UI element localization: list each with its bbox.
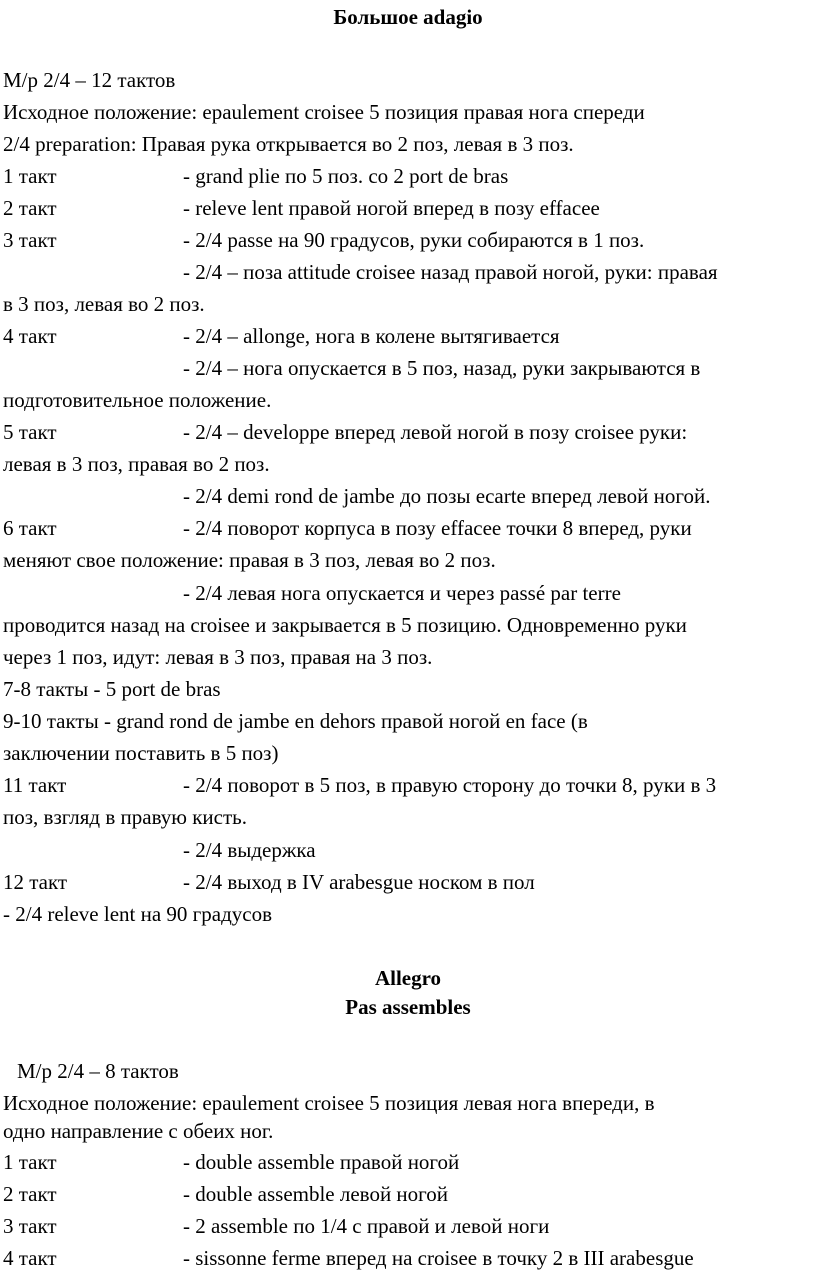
section-subtitle: Pas assembles bbox=[345, 995, 471, 1019]
bar-text-continuation: поз, взгляд в правую кисть. bbox=[3, 805, 247, 829]
bars-7-8-line: 7-8 такты - 5 port de bras bbox=[3, 677, 221, 701]
bar-text: - 2/4 passe на 90 градусов, руки собираются в 1 поз. bbox=[183, 228, 645, 252]
bar-text: - 2/4 – allonge, нога в колене вытягивается bbox=[183, 324, 560, 348]
bar-label: 3 такт bbox=[3, 228, 57, 252]
bar-label: 1 такт bbox=[3, 1150, 57, 1174]
bar-text: - double assemble левой ногой bbox=[183, 1182, 449, 1206]
bar-text: - 2/4 – developpe вперед левой ногой в позу croisee руки: bbox=[183, 420, 688, 444]
bar-text: - double assemble правой ногой bbox=[183, 1150, 460, 1174]
bar-text: - 2/4 выдержка bbox=[183, 838, 316, 862]
bar-text: - 2/4 – поза attitude croisee назад правой ногой, руки: правая bbox=[183, 260, 718, 284]
bar-label: 1 такт bbox=[3, 164, 57, 188]
bar-text-continuation: через 1 поз, идут: левая в 3 поз, правая на 3 поз. bbox=[3, 645, 433, 669]
bar-text: - 2/4 левая нога опускается и через passé par terre bbox=[183, 581, 621, 605]
bar-text: - 2/4 поворот корпуса в позу effacee точки 8 вперед, руки bbox=[183, 516, 692, 540]
bars-9-10-line: 9-10 такты - grand rond de jambe en dehors правой ногой en face (в bbox=[3, 709, 588, 733]
bar-text-continuation: подготовительное положение. bbox=[3, 388, 272, 412]
bar-text: - 2/4 demi rond de jambe до позы ecarte вперед левой ногой. bbox=[183, 484, 711, 508]
bar-label: 4 такт bbox=[3, 1246, 57, 1270]
final-line: - 2/4 releve lent на 90 градусов bbox=[3, 902, 273, 926]
bar-text: - releve lent правой ногой вперед в позу effacee bbox=[183, 196, 600, 220]
bar-text-continuation: меняют свое положение: правая в 3 поз, левая во 2 поз. bbox=[3, 548, 496, 572]
bar-label: 2 такт bbox=[3, 196, 57, 220]
section-title-allegro: Allegro bbox=[374, 966, 442, 990]
bar-text: - 2/4 поворот в 5 поз, в правую сторону до точки 8, руки в 3 bbox=[183, 773, 717, 797]
bar-label: 12 такт bbox=[3, 870, 68, 894]
bar-label: 3 такт bbox=[3, 1214, 57, 1238]
bar-text: - 2/4 выход в IV arabesgue носком в пол bbox=[183, 870, 535, 894]
bar-text-continuation: проводится назад на croisee и закрывается в 5 позицию. Одновременно руки bbox=[3, 613, 687, 637]
start-position-continuation: одно направление с обеих ног. bbox=[3, 1119, 274, 1143]
meter-line: М/р 2/4 – 8 тактов bbox=[17, 1059, 179, 1083]
section-title-adagio: Большое adagio bbox=[333, 5, 483, 29]
bar-label: 2 такт bbox=[3, 1182, 57, 1206]
start-position-line: Исходное положение: epaulement croisee 5 позиция правая нога спереди bbox=[3, 100, 645, 124]
bar-text: - 2 assemble по 1/4 с правой и левой ноги bbox=[183, 1214, 550, 1238]
bar-text: - 2/4 – нога опускается в 5 поз, назад, руки закрываются в bbox=[183, 356, 701, 380]
bar-label: 5 такт bbox=[3, 420, 57, 444]
meter-line: М/р 2/4 – 12 тактов bbox=[3, 68, 176, 92]
bar-label: 11 такт bbox=[3, 773, 67, 797]
bars-9-10-continuation: заключении поставить в 5 поз) bbox=[3, 741, 279, 765]
preparation-line: 2/4 preparation: Правая рука открывается во 2 поз, левая в 3 поз. bbox=[3, 132, 574, 156]
bar-text: - grand plie по 5 поз. со 2 port de bras bbox=[183, 164, 509, 188]
bar-text: - sissonne ferme вперед на croisee в точку 2 в III arabesgue bbox=[183, 1246, 694, 1270]
bar-label: 4 такт bbox=[3, 324, 57, 348]
start-position-line: Исходное положение: epaulement croisee 5 позиция левая нога впереди, в bbox=[3, 1091, 655, 1115]
bar-text-continuation: в 3 поз, левая во 2 поз. bbox=[3, 292, 205, 316]
bar-label: 6 такт bbox=[3, 516, 57, 540]
bar-text-continuation: левая в 3 поз, правая во 2 поз. bbox=[3, 452, 270, 476]
